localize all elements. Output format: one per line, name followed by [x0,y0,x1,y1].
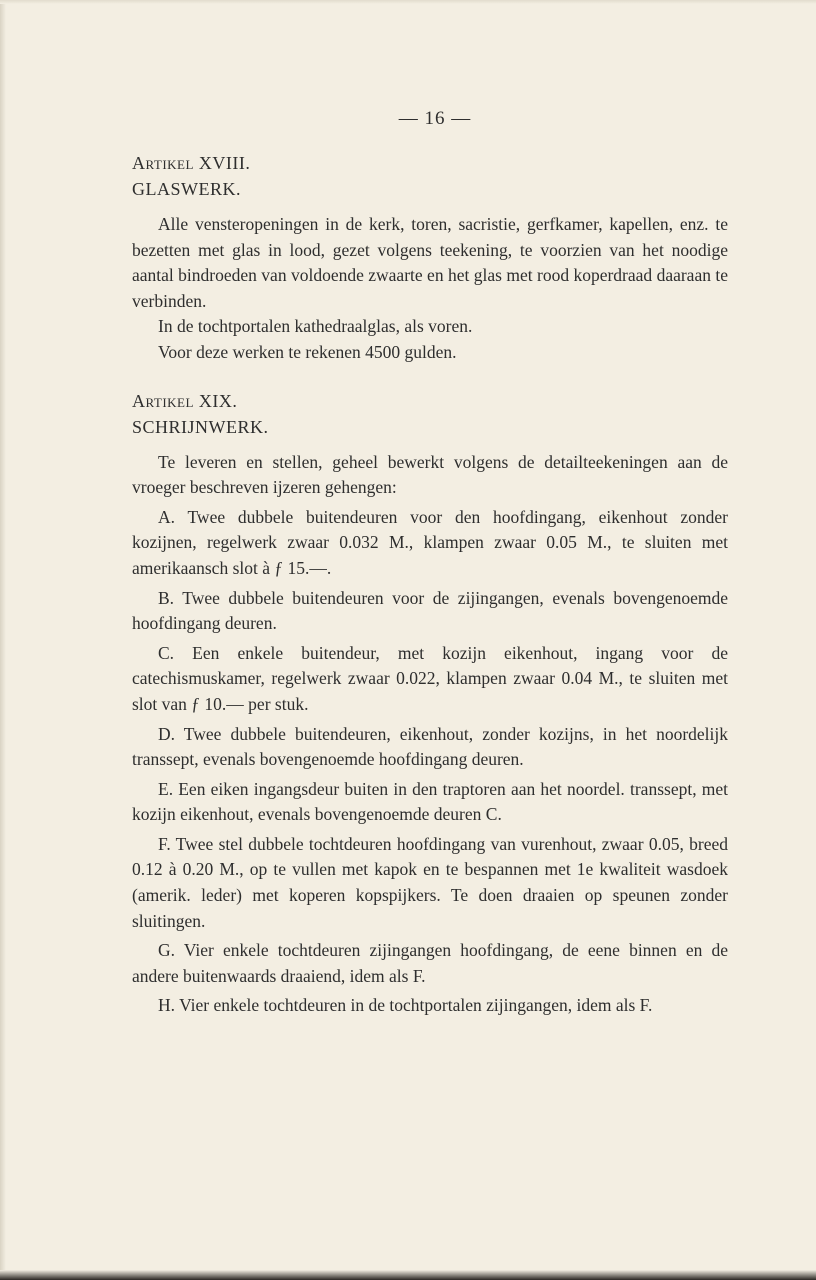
page-edge-top [0,0,816,4]
list-item: F. Twee stel dubbele tochtdeuren hoofdingang van vurenhout, zwaar 0.05, breed 0.12 à 0.20 M., op te vullen met kapok en te bespannen met 1e kwaliteit wasdoek (amerik. leder) met koperen kopspijkers. Te doen draaien op speunen zonder sluitingen. [132,833,728,931]
paragraph: Voor deze werken te rekenen 4500 gulden. [158,341,457,362]
intro-paragraph: Te leveren en stellen, geheel bewerkt volgens de detailteekeningen aan de vroeger beschreven ijzeren gehengen: [132,451,728,498]
paragraph: In de tochtportalen kathedraalglas, als voren. [158,316,473,337]
document-body [132,150,728,1019]
list-item: G. Vier enkele tochtdeuren zijingangen hoofdingang, de eene binnen en de andere buitenwaards draaiend, idem als F. [132,940,728,986]
list-item: C. Een enkele buitendeur, met kozijn eikenhout, ingang voor de catechismuskamer, regelwerk zwaar 0.022, klampen zwaar 0.04 M., te sluiten met slot van ƒ 10.— per stuk. [132,642,728,714]
section-title-schrijnwerk: SCHRIJNWERK. [132,416,269,437]
page-edge [0,0,6,1280]
list-item: D. Twee dubbele buitendeuren, eikenhout, zonder kozijns, in het noordelijk transsept, evenals bovengenoemde hoofdingang deuren. [132,723,728,770]
article-heading-xviii: Artikel XVIII. [132,153,251,173]
section-title-glaswerk: GLASWERK. [132,179,241,199]
list-item: H. Vier enkele tochtdeuren in de tochtportalen zijingangen, idem als F. [158,995,653,1016]
page-bottom-shadow [0,1270,816,1280]
paragraph: Alle vensteropeningen in de kerk, toren, sacristie, gerfkamer, kapellen, enz. te bezetten met glas in lood, gezet volgens teekening, te voorzien van het noodige aantal bindroeden van voldoende zwaarte en het glas met rood koperdraad daaraan te verbinden. [132,214,728,311]
article-heading-xix: Artikel XIX. [132,390,238,411]
list-item: B. Twee dubbele buitendeuren voor de zijingangen, evenals bovengenoemde hoofdingang deuren. [132,587,728,634]
list-item: A. Twee dubbele buitendeuren voor den hoofdingang, eikenhout zonder kozijnen, regelwerk zwaar 0.032 M., klampen zwaar 0.05 M., te sluiten met amerikaansch slot à ƒ 15.—. [132,506,728,578]
page-number: — 16 — [398,108,472,129]
list-item: E. Een eiken ingangsdeur buiten in den traptoren aan het noordel. transsept, met kozijn eikenhout, evenals bovengenoemde deuren C. [132,778,728,825]
